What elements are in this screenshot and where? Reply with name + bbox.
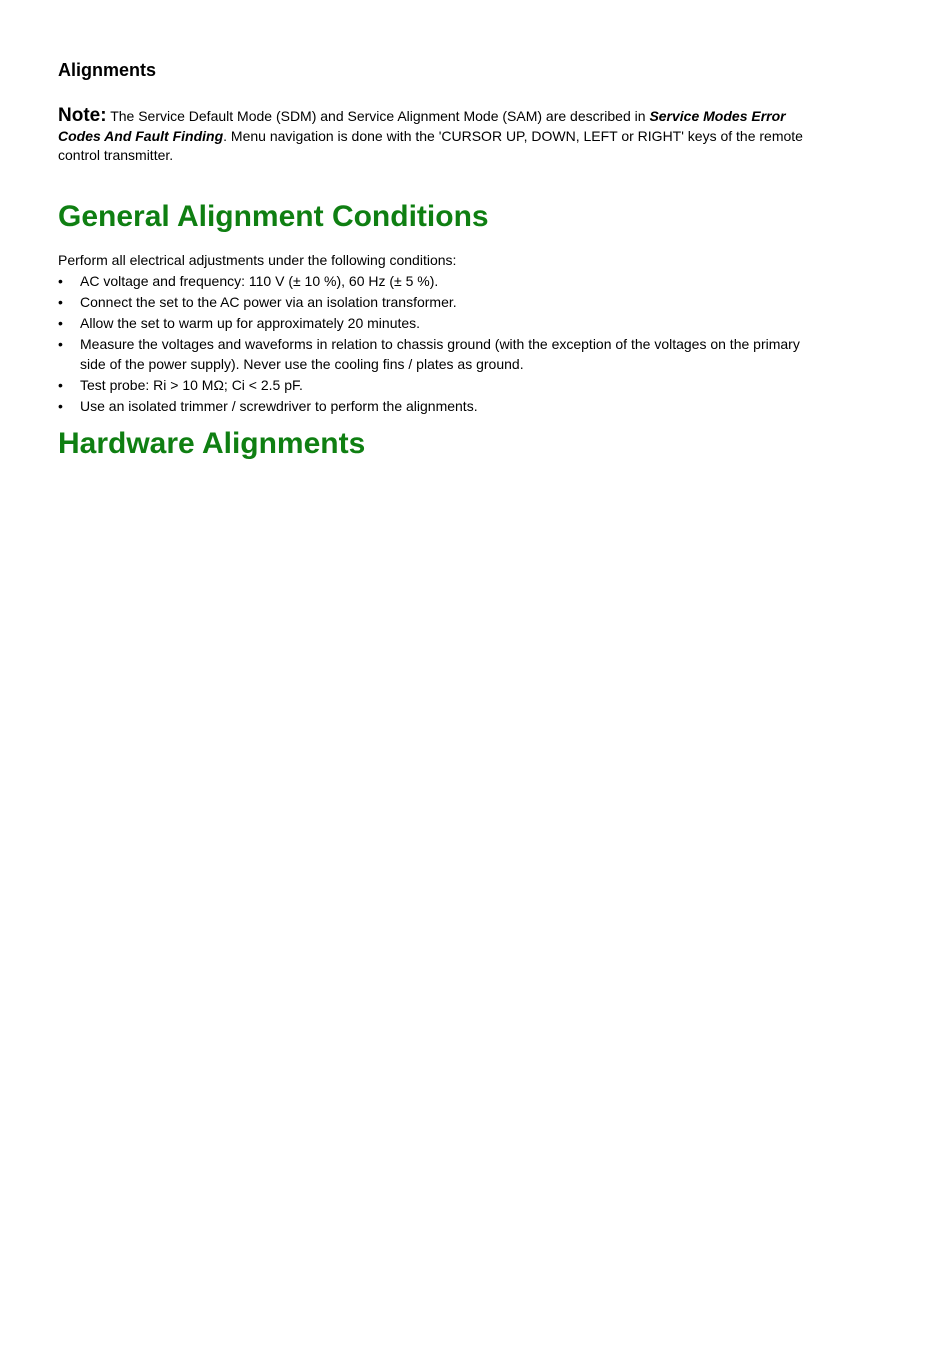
bullet-icon: • — [58, 294, 63, 310]
note-text-before: The Service Default Mode (SDM) and Service Alignment Mode (SAM) are described in — [106, 108, 650, 124]
list-item — [58, 272, 818, 292]
note-paragraph — [58, 106, 818, 166]
note-reference: Service Modes Error Codes And Fault Finding — [58, 108, 786, 144]
bullet-icon: • — [58, 376, 63, 393]
bullet-icon: • — [58, 273, 63, 289]
document-title: Alignments — [58, 60, 157, 80]
list-item-text: AC voltage and frequency: 110 V (± 10 %), 60 Hz (± 5 %). — [80, 273, 439, 289]
bullet-icon: • — [58, 397, 63, 414]
bullet-icon: • — [58, 315, 63, 331]
list-item-text: Measure the voltages and waveforms in relation to chassis ground (with the exception of the voltages on the primary side of the power supply). Never use the cooling fins / plates as ground. — [80, 336, 800, 372]
list-item — [58, 314, 818, 334]
bullet-icon: • — [58, 336, 63, 352]
list-item-text: Test probe: Ri > 10 MΩ; Ci < 2.5 pF. — [80, 376, 303, 393]
list-item-text: Use an isolated trimmer / screwdriver to perform the alignments. — [80, 397, 478, 414]
section-heading-general: General Alignment Conditions — [58, 200, 489, 233]
section-heading-hardware: Hardware Alignments — [58, 427, 366, 460]
list-item-text: Connect the set to the AC power via an isolation transformer. — [80, 294, 457, 310]
list-item — [58, 335, 818, 374]
list-item-text: Allow the set to warm up for approximately 20 minutes. — [80, 315, 421, 331]
note-label: Note: — [58, 105, 107, 126]
note-text-after: . Menu navigation is done with the 'CURSOR UP, DOWN, LEFT or RIGHT' keys of the remote control transmitter. — [58, 127, 803, 163]
list-item — [58, 376, 818, 396]
list-item — [58, 397, 818, 417]
conditions-intro: Perform all electrical adjustments under the following conditions: — [58, 252, 457, 268]
conditions-list — [58, 272, 818, 418]
list-item — [58, 293, 818, 313]
